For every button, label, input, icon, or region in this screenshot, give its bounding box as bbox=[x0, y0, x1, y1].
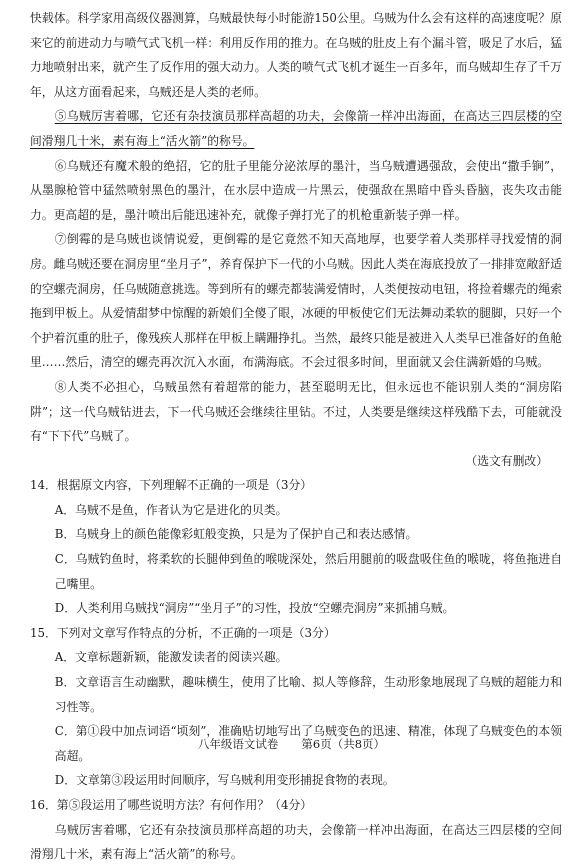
question-15-option-a: A．文章标题新颖，能激发读者的阅读兴趣。 bbox=[54, 650, 288, 665]
question-14-option-d: D．人类利用乌贼找“洞房”“坐月子”的习性，投放“空螺壳洞房”来抓捕乌贼。 bbox=[54, 601, 455, 616]
question-14-option-a: A．乌贼不是鱼，作者认为它是进化的贝类。 bbox=[54, 502, 288, 517]
passage-lead: 快载体。科学家用高级仪器测算，乌贼最快每小时能游150公里。乌贼为什么会有这样的高速度呢？原来它的前进动力与喷气式飞机一样：利用反作用的推力。在乌贼的肚皮上有个漏斗管，吸足了水后，猛力地喷射出来，就产生了反作用的强大动力。人类的喷气式飞机才诞生一百多年，而乌贼却生存了千万年，从这方面看起来，乌贼还是人类的老师。 bbox=[30, 11, 562, 99]
question-15-option-d: D．文章第③段运用时间顺序，写乌贼利用变形捕捉食物的表现。 bbox=[54, 773, 395, 788]
question-14-option-c: C．乌贼钓鱼时，将柔软的长腿伸到鱼的喉咙深处，然后用腿前的吸盘吸住鱼的喉咙，将鱼拖进自己嘴里。 bbox=[54, 552, 562, 591]
question-15-option-b: B．文章语言生动幽默，趣味横生，使用了比喻、拟人等修辞，生动形象地展现了乌贼的超能力和习性等。 bbox=[54, 675, 562, 714]
passage-paragraph-6: ⑥乌贼还有魔术般的绝招，它的肚子里能分泌浓厚的墨汁，当乌贼遭遇强敌，会使出“撒手锏”，从墨腺枪管中猛然喷射黑色的墨汁，在水层中造成一片黑云，使强敌在黑暗中昏头昏脑，丧失攻击能力。更高超的是，墨汁喷出后能迅速补充，就像子弹打光了的机枪重新装子弹一样。 bbox=[30, 158, 562, 222]
question-14-stem: 14．根据原文内容，下列理解不正确的一项是（3分） bbox=[30, 478, 313, 493]
question-15-option-c: C．第①段中加点词语“顷刻”，准确贴切地写出了乌贼变色的迅速、精准，体现了乌贼变色的本领高超。 bbox=[54, 724, 562, 763]
question-16-stem: 16．第⑤段运用了哪些说明方法？有何作用？（4分） bbox=[30, 798, 313, 812]
question-14-option-b: B．乌贼身上的颜色能像彩虹般变换，只是为了保护自己和表达感情。 bbox=[54, 527, 418, 542]
passage-paragraph-7: ⑦倒霉的是乌贼也谈情说爱，更倒霉的是它竟然不知天高地厚，也要学着人类那样寻找爱情的洞房。雌乌贼还要在洞房里“坐月子”，养育保护下一代的小乌贼。因此人类在海底投放了一排排宽敞舒适的空螺壳洞房，任乌贼随意挑选。等到所有的螺壳都装满爱情时，人类便按动电钮，将捡着螺壳的绳索拖到甲板上。从爱情甜梦中惊醒的新娘们全傻了眼，冰硬的甲板使它们无法舞动柔软的腿脚，只好一个个护着沉重的肚子，像残疾人那样在甲板上瞒跚挣扎。当然，最终只能是被进入人类早已准备好的鱼舱里……然后，清空的螺壳再次沉入水面，布满海底。不会过很多时间，里面就又会住满新婚的乌贼。 bbox=[30, 232, 562, 370]
passage-paragraph-5: ⑤乌贼厉害着哪，它还有杂技演员那样高超的功夫，会像箭一样冲出海面，在高达三四层楼的空间滑翔几十米，素有海上“活火箭”的称号。 bbox=[30, 109, 562, 148]
page-footer: 八年级语文试卷 第6页（共8页） bbox=[197, 737, 386, 751]
question-16-quote: 乌贼厉害着哪，它还有杂技演员那样高超的功夫，会像箭一样冲出海面，在高达三四层楼的空间滑翔几十米，素有海上“活火箭”的称号。 bbox=[30, 822, 562, 862]
passage-paragraph-8: ⑧人类不必担心，乌贼虽然有着超常的能力，甚至聪明无比，但永远也不能识别人类的“洞房陷阱”；这一代乌贼钻进去，下一代乌贼还会继续往里钻。不过，人类要是继续这样残酷下去，可能就没有“下下代”乌贼了。 bbox=[30, 379, 562, 444]
source-note: （选文有删改） bbox=[465, 453, 548, 468]
question-15-stem: 15．下列对文章写作特点的分析，不正确的一项是（3分） bbox=[30, 625, 336, 640]
